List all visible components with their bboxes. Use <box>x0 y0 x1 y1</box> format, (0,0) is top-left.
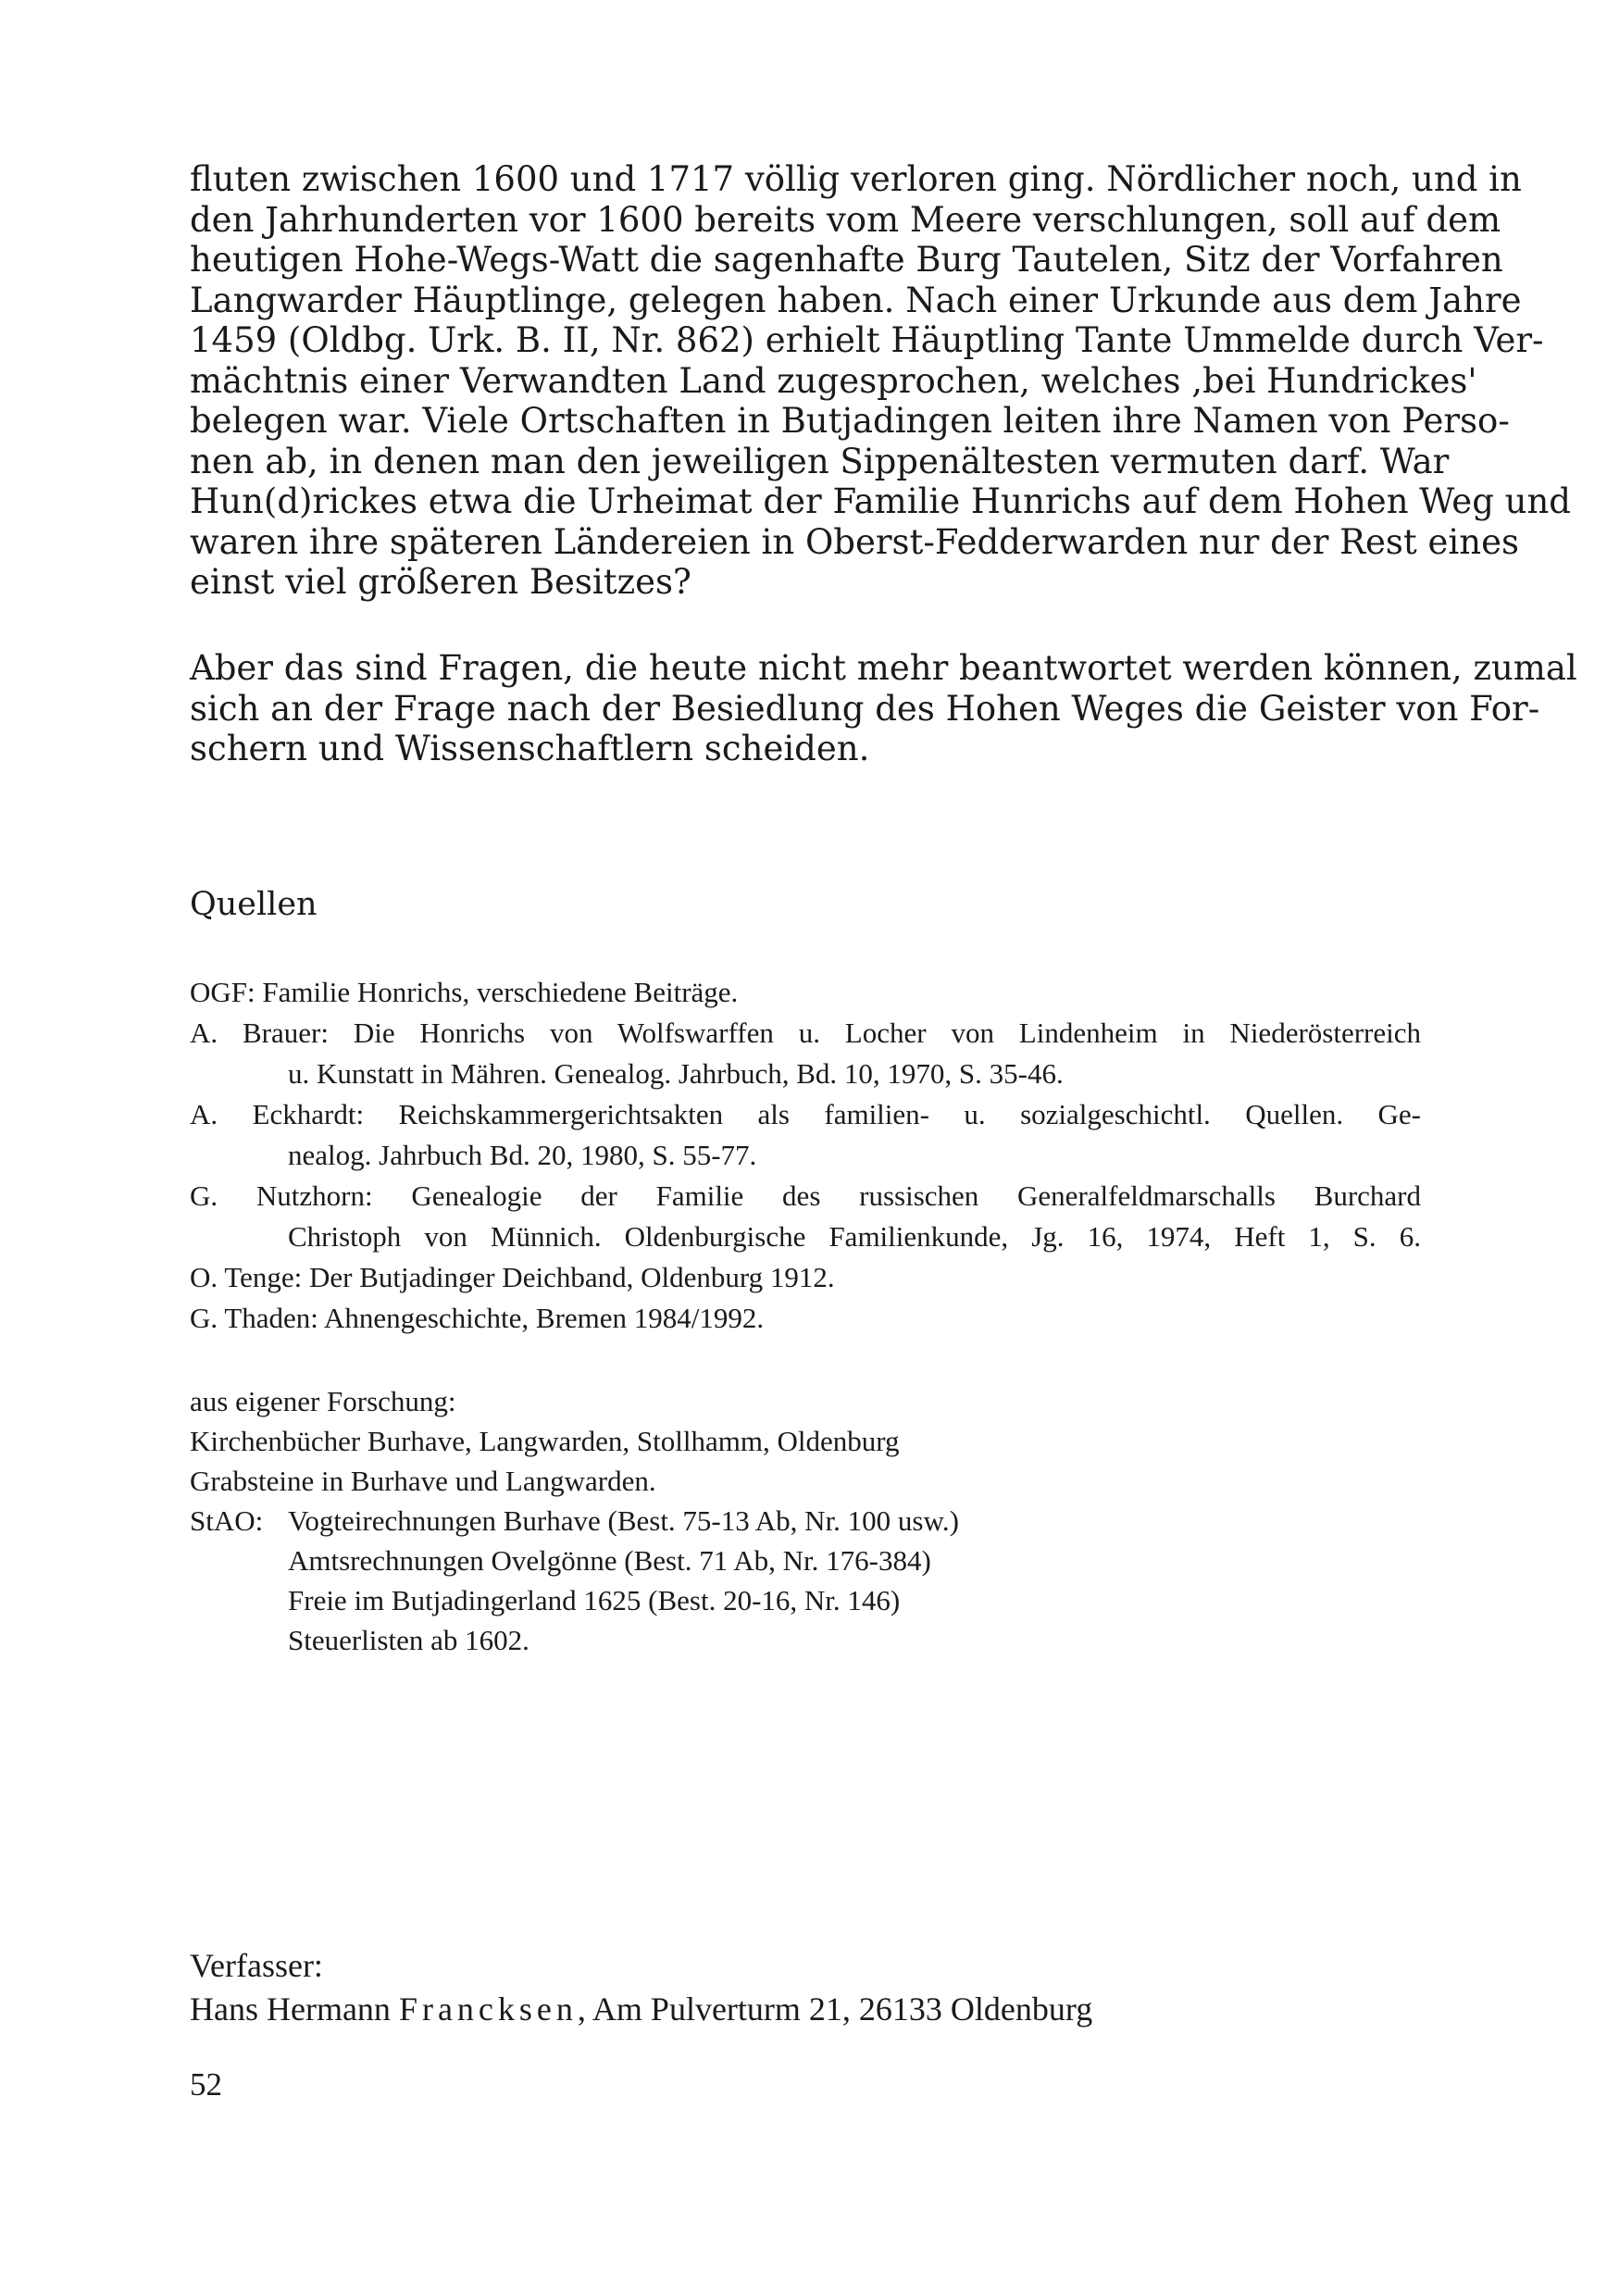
body-line: fluten zwischen 1600 und 1717 völlig verloren ging. Nördlicher noch, und in <box>190 159 1522 199</box>
reference-item: G. Nutzhorn: Genealogie der Familie des russischen Generalfeldmarschalls Burchard <box>190 1179 1421 1212</box>
own-research-item: Grabsteine in Burhave und Langwarden. <box>190 1465 656 1497</box>
stao-item: Vogteirechnungen Burhave (Best. 75-13 Ab, Nr. 100 usw.) <box>288 1504 959 1537</box>
body-line: Langwarder Häuptlinge, gelegen haben. Nach einer Urkunde aus dem Jahre <box>190 280 1522 320</box>
body-line: mächtnis einer Verwandten Land zugesprochen, welches ,bei Hundrickes' <box>190 360 1477 401</box>
own-research-heading: aus eigener Forschung: <box>190 1385 456 1417</box>
author-surname: Francksen <box>398 1990 578 2028</box>
body-line: Aber das sind Fragen, die heute nicht mehr beantwortet werden können, zumal <box>190 648 1577 688</box>
body-line: waren ihre späteren Ländereien in Oberst-Fedderwarden nur der Rest eines <box>190 521 1519 562</box>
body-line: belegen war. Viele Ortschaften in Butjadingen leiten ihre Namen von Perso- <box>190 401 1510 441</box>
sources-heading: Quellen <box>190 886 318 923</box>
stao-label: StAO: <box>190 1504 264 1537</box>
stao-item: Steuerlisten ab 1602. <box>288 1624 529 1656</box>
body-line: Hun(d)rickes etwa die Urheimat der Familie Hunrichs auf dem Hohen Weg und <box>190 481 1571 521</box>
author-address: , Am Pulverturm 21, 26133 Oldenburg <box>577 1990 1093 2028</box>
body-line: sich an der Frage nach der Besiedlung des Hohen Weges die Geister von For- <box>190 688 1540 729</box>
author-first-names: Hans Hermann <box>190 1990 391 2028</box>
body-line: einst viel größeren Besitzes? <box>190 562 691 602</box>
author-line <box>190 1988 1092 2031</box>
reference-item: O. Tenge: Der Butjadinger Deichband, Oldenburg 1912. <box>190 1261 835 1293</box>
reference-item: A. Brauer: Die Honrichs von Wolfswarffen u. Locher von Lindenheim in Niederösterreich <box>190 1017 1421 1049</box>
reference-item: G. Thaden: Ahnengeschichte, Bremen 1984/1992. <box>190 1302 765 1334</box>
body-line: schern und Wissenschaftlern scheiden. <box>190 729 870 768</box>
reference-item-continuation: u. Kunstatt in Mähren. Genealog. Jahrbuch, Bd. 10, 1970, S. 35-46. <box>288 1057 1064 1090</box>
body-line: 1459 (Oldbg. Urk. B. II, Nr. 862) erhielt Häuptling Tante Ummelde durch Ver- <box>190 320 1544 360</box>
page-number: 52 <box>190 2066 222 2103</box>
body-line: nen ab, in denen man den jeweiligen Sippenältesten vermuten darf. War <box>190 441 1450 481</box>
stao-item: Freie im Butjadingerland 1625 (Best. 20-16, Nr. 146) <box>288 1584 901 1616</box>
reference-item-continuation: nealog. Jahrbuch Bd. 20, 1980, S. 55-77. <box>288 1139 757 1171</box>
stao-item: Amtsrechnungen Ovelgönne (Best. 71 Ab, Nr. 176-384) <box>288 1544 931 1577</box>
own-research-item: Kirchenbücher Burhave, Langwarden, Stollhamm, Oldenburg <box>190 1425 900 1457</box>
reference-item-continuation: Christoph von Münnich. Oldenburgische Familienkunde, Jg. 16, 1974, Heft 1, S. 6. <box>288 1220 1421 1253</box>
reference-item: A. Eckhardt: Reichskammergerichtsakten als familien- u. sozialgeschichtl. Quellen. Ge- <box>190 1098 1421 1130</box>
body-line: den Jahrhunderten vor 1600 bereits vom Meere verschlungen, soll auf dem <box>190 199 1501 240</box>
author-label: Verfasser: <box>190 1947 323 1984</box>
reference-item: OGF: Familie Honrichs, verschiedene Beiträge. <box>190 976 739 1008</box>
body-line: heutigen Hohe-Wegs-Watt die sagenhafte Burg Tautelen, Sitz der Vorfahren <box>190 240 1503 280</box>
